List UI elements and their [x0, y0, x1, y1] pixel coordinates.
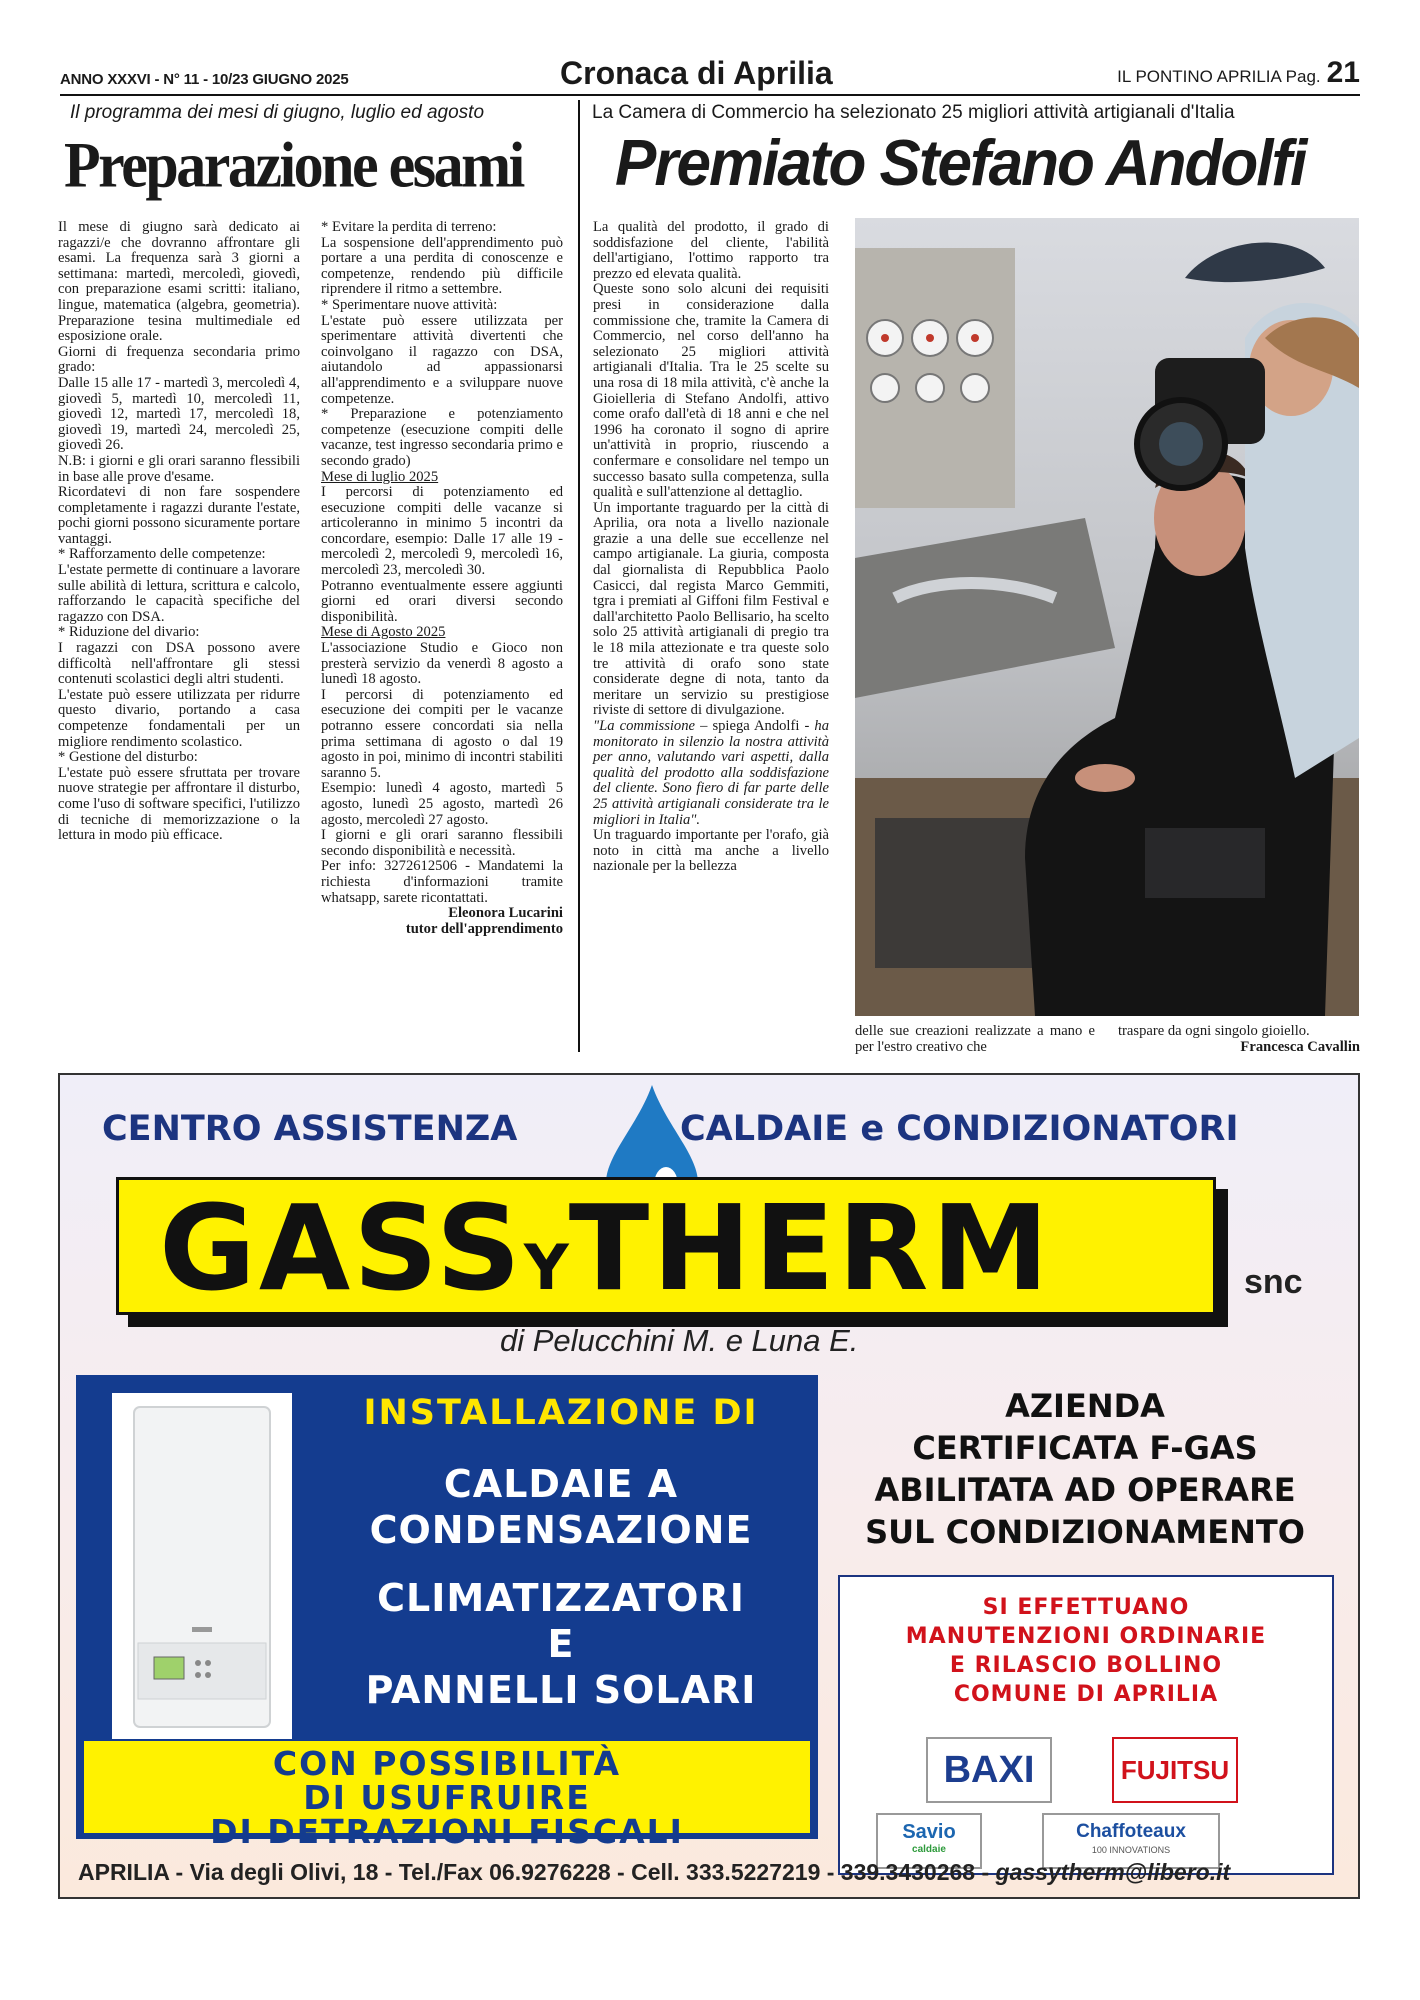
certification-line: ABILITATA AD OPERARE [874, 1471, 1296, 1509]
tax-deduction-line: DI DETRAZIONI FISCALI [210, 1812, 684, 1851]
section-title: Cronaca di Aprilia [560, 55, 833, 91]
paragraph: Queste sono solo alcuni dei requisiti presi in considerazione dalla commissione che, tramite la Camera di Commercio, nel corso dell'anno ha selezionato 25 migliori attività artigianali d'Italia. Tra le 25 scelte su una rosa di 18 mila attività, c'è anche la Gioielleria di Stefano Andolfi, attivo come orafo dall'età di 18 anni e che nel 1996 ha coronato il sogno di aprire un'attività in proprio, riuscendo a confermare e consolidare nel tempo un successo basato sulla competenza, sulla qualità e sull'attenzione al dettaglio. [593, 281, 829, 501]
right-article-column-3 [1118, 1024, 1360, 1055]
author-role: tutor dell'apprendimento [405, 920, 563, 937]
quote-paragraph [593, 719, 829, 828]
maintenance-line: MANUTENZIONI ORDINARIE [905, 1624, 1267, 1649]
paragraph: * Rafforzamento delle competenze: [58, 546, 266, 563]
brand-suffix: snc [1244, 1263, 1303, 1301]
paragraph: L'estate può essere utilizzata per sperimentare attività divertenti che coinvolgano il ragazzo con DSA, aiutandolo ad appassionarsi all'apprendimento e a sviluppare nuove competenze. [321, 312, 563, 407]
installation-item: PANNELLI SOLARI [365, 1668, 757, 1712]
baxi-logo: BAXI [926, 1737, 1052, 1803]
certification-line: CERTIFICATA F-GAS [912, 1429, 1258, 1467]
right-article-column-1 [593, 220, 829, 875]
right-article-column-2 [855, 1024, 1095, 1055]
brand-name-part1: GASS [159, 1179, 524, 1317]
certification-line: SUL CONDIZIONAMENTO [865, 1513, 1305, 1551]
ad-contact-footer [78, 1859, 1344, 1886]
paragraph: * Riduzione del divario: [58, 624, 200, 641]
maintenance-text [840, 1593, 1332, 1709]
paragraph: Esempio: lunedì 4 agosto, martedì 5 agosto, lunedì 25 agosto, martedì 26 agosto, mercoledì 27 agosto. [321, 780, 563, 828]
paragraph: La sospensione dell'apprendimento può portare a una perdita di conoscenze e competenze, rendendo più difficile riprendere il ritmo a settembre. [321, 234, 563, 298]
paragraph: Potranno eventualmente essere aggiunti giorni ed orari diversi secondo disponibilità. [321, 577, 563, 625]
tax-deduction-banner [84, 1741, 810, 1851]
maintenance-line: E RILASCIO BOLLINO [949, 1653, 1223, 1678]
quote-body: ha monitorato in silenzio la nostra attività per anno, valutando vari aspetti, dalla qualità del prodotto alla soddisfazione del cliente. Sono fiero di far parte delle 25 attività artigianali considerate tra le migliori in Italia". [593, 718, 829, 828]
page-number: 21 [1326, 56, 1360, 89]
installation-item: CALDAIE A [443, 1462, 679, 1506]
paragraph: L'estate può essere utilizzata per ridurre questo divario, portando a casa competenze fondamentali per un migliore rendimento scolastico. [58, 686, 300, 750]
owners: di Pelucchini M. e Luna E. [500, 1323, 859, 1358]
maintenance-line: COMUNE DI APRILIA [953, 1682, 1219, 1707]
savio-logo-sub: caldaie [912, 1844, 946, 1855]
paragraph: I giorni e gli orari saranno flessibili secondo disponibilità e necessità. [321, 827, 563, 859]
issue-info: ANNO XXXVI - N° 11 - 10/23 GIUGNO 2025 [60, 71, 349, 88]
maintenance-box [838, 1575, 1334, 1875]
column-divider [578, 100, 580, 1052]
brand-name-part2: THERM [568, 1179, 1052, 1317]
paragraph: Dalle 15 alle 17 - martedì 3, mercoledì 4, giovedì 5, martedì 10, mercoledì 11, giovedì 12, martedì 17, mercoledì 18, giovedì 19, martedì 24, mercoledì 25, giovedì 26. [58, 374, 300, 454]
boiler-image [112, 1393, 292, 1739]
certification-text [830, 1385, 1340, 1553]
publication-name: IL PONTINO APRILIA Pag. [1117, 67, 1321, 86]
july-heading: Mese di luglio 2025 [321, 468, 439, 485]
tax-deduction-line: CON POSSIBILITÀ [272, 1744, 622, 1783]
left-article-column-1 [58, 220, 300, 844]
brand-logo-panel [116, 1177, 1216, 1315]
brand-logo [116, 1177, 1236, 1329]
brand-name [159, 1179, 1052, 1328]
paragraph: L'associazione Studio e Gioco non presterà servizio da venerdì 8 agosto a lunedì 18 agosto. [321, 640, 563, 688]
paragraph: La qualità del prodotto, il grado di soddisfazione del cliente, l'abilità dell'artigiano, l'ottimo rapporto tra prezzo ed elevata qualità. [593, 219, 829, 282]
paragraph: * Preparazione e potenziamento competenze (esecuzione compiti delle vacanze, test ingresso secondaria primo e secondo grado) [321, 406, 563, 469]
footer-city: APRILIA [78, 1859, 170, 1885]
installation-item: CLIMATIZZATORI [377, 1576, 745, 1620]
right-article-kicker: La Camera di Commercio ha selezionato 25 migliori attività artigianali d'Italia [592, 102, 1235, 123]
maintenance-line: SI EFFETTUANO [982, 1595, 1190, 1620]
page-info [1117, 56, 1360, 90]
ad-top-left: CENTRO ASSISTENZA [102, 1109, 518, 1149]
installation-heading: INSTALLAZIONE DI [363, 1393, 759, 1433]
tax-deduction-line: DI USUFRUIRE [303, 1778, 591, 1817]
installation-item: CONDENSAZIONE [369, 1508, 753, 1552]
footer-contacts: - Via degli Olivi, 18 - Tel./Fax 06.9276228 - Cell. 333.5227219 - 339.3430268 - [169, 1859, 996, 1885]
chaffoteaux-logo-name: Chaffoteaux [1076, 1821, 1186, 1842]
installation-panel [76, 1375, 818, 1851]
paragraph: I ragazzi con DSA possono avere difficoltà nell'affrontare gli stessi contenuti scolastici degli altri studenti. [58, 640, 300, 688]
paragraph: Un importante traguardo per la città di Aprilia, ora nota a livello nazionale grazie a una delle sue eccellenze nel campo artigianale. La giuria, composta dal giornalista di Repubblica Paolo Casicci, dal regista Marco Gemmiti, tgra i premiati al Giffoni film Festival e dall'architetto Paolo Bellisario, ha scelto solo 25 attività artigianali di pregio tra le 18 mila attezionate e tra queste solo tre attività di orafo sono state considerate degne di nota, tanto da meritare un servizio su prestigiose riviste di settore di divulgazione. [593, 499, 829, 719]
paragraph: * Gestione del disturbo: [58, 749, 198, 766]
paragraph: Ricordatevi di non fare sospendere completamente i ragazzi durante l'estate, pochi giorni possono sicuramente portare vantaggi. [58, 484, 300, 547]
paragraph: Il mese di giugno sarà dedicato ai ragazzi/e che dovranno affrontare gli esami. La frequenza sarà 3 giorni a settimana: martedì, mercoledì, giovedì, con preparazione esami scritti: italiano, lingue, matematica (algebra, geometria). Preparazione tesina multimediale ed esposizione orale. [58, 219, 300, 345]
paragraph: * Sperimentare nuove attività: [321, 296, 498, 313]
author-name: Francesca Cavallin [1240, 1038, 1360, 1055]
paragraph: I percorsi di potenziamento ed esecuzione dei compiti per le vacanze potranno essere concordati sia nella prima settimana di agosto o dal 19 agosto in poi, minimo di incontri stabiliti saranno 5. [321, 686, 563, 781]
fujitsu-logo: FUJITSU [1112, 1737, 1238, 1803]
paragraph: Giorni di frequenza secondaria primo grado: [58, 343, 300, 376]
ad-top-right: CALDAIE e CONDIZIONATORI [680, 1109, 1239, 1149]
installation-text [312, 1393, 810, 1713]
brand-name-y: Y [523, 1231, 569, 1304]
left-article-column-2 [321, 220, 563, 937]
savio-logo-name: Savio [902, 1821, 956, 1843]
quote-attribution: – spiega Andolfi - [695, 718, 815, 734]
paragraph: L'estate può essere sfruttata per trovare nuove strategie per affrontare il disturbo, come l'uso di software specifici, l'utilizzo di tecniche di memorizzazione o la lettura in modo più efficace. [58, 764, 300, 844]
paragraph: Per info: 3272612506 - Mandatemi la richiesta d'informazioni tramite whatsapp, sarete ricontattati. [321, 858, 563, 906]
installation-item: E [547, 1622, 575, 1666]
paragraph: traspare da ogni singolo gioiello. [1118, 1023, 1310, 1039]
gassytherm-advertisement [58, 1073, 1360, 1899]
left-article-kicker: Il programma dei mesi di giugno, luglio ed agosto [70, 102, 485, 123]
paragraph: L'estate permette di continuare a lavorare sulle abilità di lettura, scrittura e calcolo, rafforzando le capacità specifiche del ragazzo con DSA. [58, 562, 300, 625]
certification-line: AZIENDA [1005, 1387, 1165, 1425]
footer-email: gassytherm@libero.it [995, 1859, 1231, 1885]
paragraph: * Evitare la perdita di terreno: [321, 219, 497, 235]
masthead [60, 52, 1360, 96]
paragraph: delle sue creazioni realizzate a mano e per l'estro creativo che [855, 1023, 1095, 1055]
paragraph: Un traguardo importante per l'orafo, già noto in città ma anche a livello nazionale per la bellezza [593, 827, 829, 875]
paragraph: I percorsi di potenziamento ed esecuzione compiti delle vacanze si articoleranno in minimo 5 incontri da concordare, esempio: Dalle 17 alle 19 - mercoledì 2, mercoledì 9, mercoledì 16, mercoledì 23, mercoledì 30. [321, 484, 563, 579]
august-heading: Mese di Agosto 2025 [321, 624, 446, 641]
author-name: Eleonora Lucarini [448, 905, 563, 922]
right-article-title: Premiato Stefano Andolfi [615, 127, 1306, 200]
quote-open: "La commissione [593, 718, 696, 734]
paragraph: N.B: i giorni e gli orari saranno flessibili in base alle prove d'esame. [58, 452, 300, 485]
chaffoteaux-logo-sub: 100 INNOVATIONS [1091, 1845, 1171, 1855]
left-article-title: Preparazione esami [64, 129, 523, 201]
article-photo [855, 218, 1359, 1016]
